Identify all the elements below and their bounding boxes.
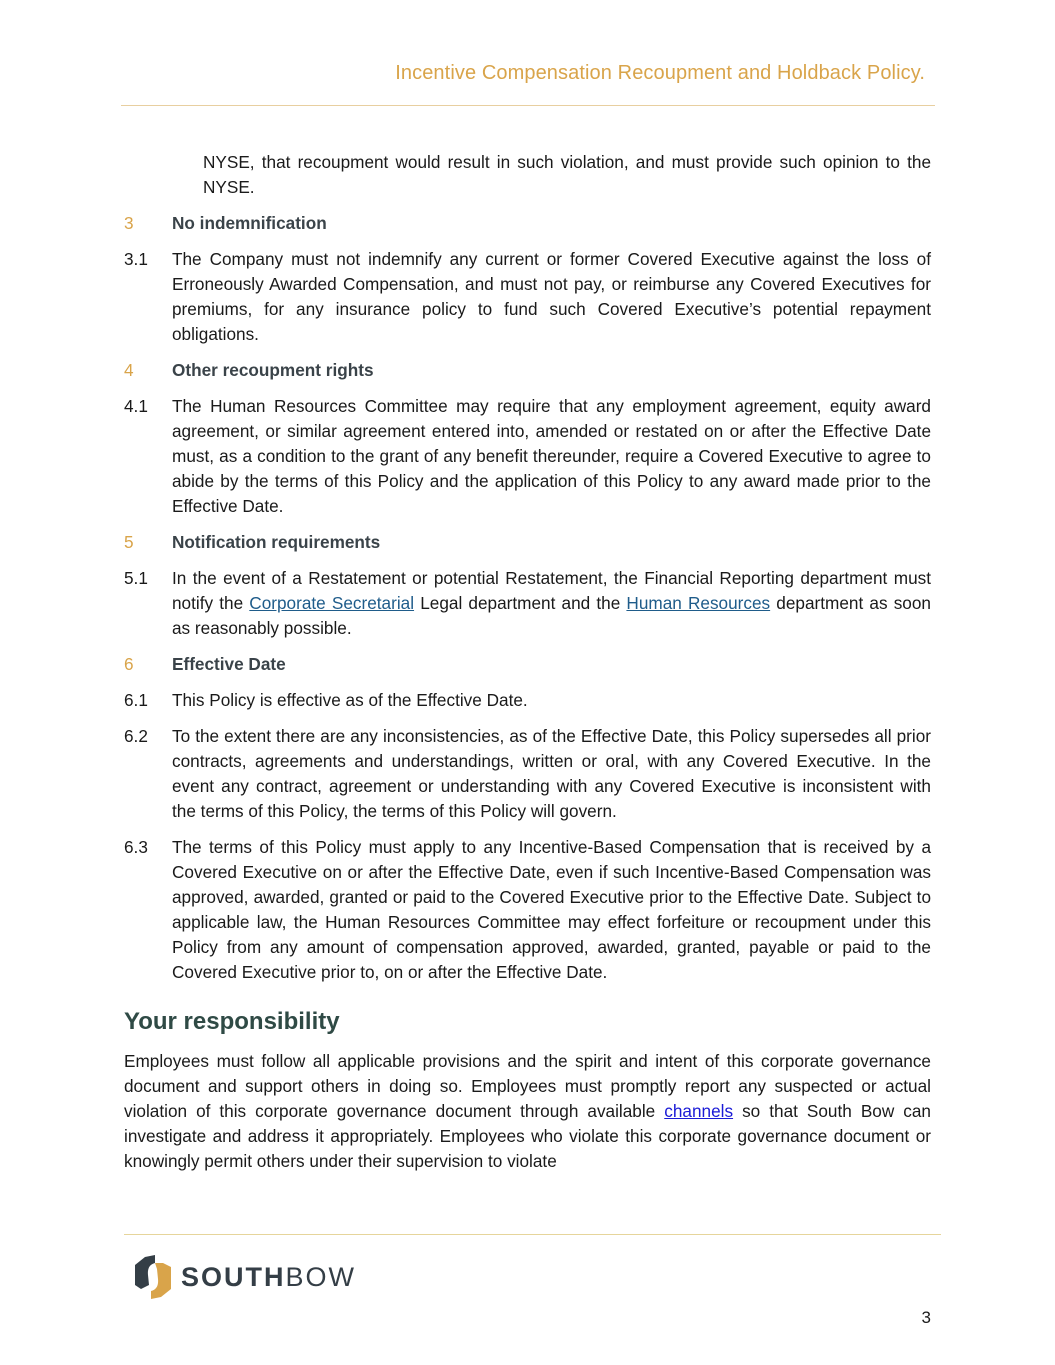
clause-text-part: department as soon as reasonably possible. — [172, 593, 931, 638]
clause-5-1 — [124, 566, 931, 641]
responsibility-paragraph — [124, 1049, 931, 1174]
section-title: Notification requirements — [172, 532, 381, 552]
document-header-title: Incentive Compensation Recoupment and Holdback Policy. — [395, 62, 925, 84]
page-number: 3 — [921, 1308, 931, 1327]
section-heading-6 — [124, 652, 931, 677]
section-title: Other recoupment rights — [172, 360, 374, 380]
clause-text: The Company must not indemnify any current or former Covered Executive against the loss of Erroneously Awarded Compensation, and must not pay, or reimburse any Covered Executives for premiums, for any insurance policy to fund such Covered Executive’s potential repayment obligations. — [172, 249, 931, 344]
logo-wordmark — [181, 1262, 356, 1293]
header-divider — [121, 105, 935, 106]
clause-text: This Policy is effective as of the Effective Date. — [172, 690, 528, 710]
corporate-secretarial-link[interactable]: Corporate Secretarial — [249, 593, 415, 613]
paragraph-text-part: so that South Bow can investigate and address it appropriately. Employees who violate this corporate governance document or knowingly permit others under their supervision to violate — [124, 1101, 931, 1171]
section-heading-4 — [124, 358, 931, 383]
clause-4-1 — [124, 394, 931, 519]
clause-text-part: Legal department and the — [414, 593, 627, 613]
responsibility-heading: Your responsibility — [124, 1008, 340, 1035]
section-number: 3 — [124, 213, 134, 233]
section-heading-5 — [124, 530, 931, 555]
section-number: 4 — [124, 360, 134, 380]
clause-number: 4.1 — [124, 396, 148, 416]
clause-6-1 — [124, 688, 931, 713]
clause-6-3 — [124, 835, 931, 985]
clause-number: 6.2 — [124, 726, 148, 746]
footer-divider — [124, 1234, 941, 1235]
logo-wordmark-bold: SOUTH — [181, 1261, 286, 1292]
section-number: 5 — [124, 532, 134, 552]
channels-link[interactable]: channels — [664, 1101, 734, 1121]
document-body — [124, 150, 931, 1174]
clause-number: 3.1 — [124, 249, 148, 269]
clause-text: To the extent there are any inconsistencies, as of the Effective Date, this Policy supersedes all prior contracts, agreements and understandings, written or oral, with any Covered Executive. In the event any contract, agreement or understanding with any Covered Executive is inconsistent with the terms of this Policy, the terms of this Policy will govern. — [172, 726, 931, 821]
clause-6-2 — [124, 724, 931, 824]
clause-3-1 — [124, 247, 931, 347]
clause-number: 6.1 — [124, 690, 148, 710]
paragraph-text-part: Employees must follow all applicable provisions and the spirit and intent of this corporate governance document and support others in doing so. Employees must promptly report any suspected or actual violation of this corporate governance document through available — [124, 1051, 931, 1121]
continuation-paragraph: NYSE, that recoupment would result in such violation, and must provide such opinion to the NYSE. — [203, 152, 931, 197]
logo-wordmark-light: BOW — [285, 1261, 356, 1292]
southbow-logo-icon — [133, 1255, 173, 1299]
clause-number: 6.3 — [124, 837, 148, 857]
section-heading-3 — [124, 211, 931, 236]
clause-number: 5.1 — [124, 568, 148, 588]
southbow-logo — [133, 1255, 356, 1299]
section-title: No indemnification — [172, 213, 327, 233]
section-number: 6 — [124, 654, 134, 674]
clause-text: The Human Resources Committee may require that any employment agreement, equity award agreement, or similar agreement entered into, amended or restated on or after the Effective Date must, as a condition to the grant of any benefit thereunder, require a Covered Executive to agree to abide by the terms of this Policy and the application of this Policy to any award made prior to the Effective Date. — [172, 396, 931, 516]
clause-text-part: In the event of a Restatement or potential Restatement, the Financial Reporting department must notify the — [172, 568, 931, 613]
clause-text — [172, 566, 931, 641]
section-title: Effective Date — [172, 654, 286, 674]
clause-text: The terms of this Policy must apply to any Incentive-Based Compensation that is received by a Covered Executive on or after the Effective Date, even if such Incentive-Based Compensation was approved, awarded, granted or paid to the Covered Executive prior to the Effective Date. Subject to applicable law, the Human Resources Committee may effect forfeiture or recoupment under this Policy from any amount of compensation approved, awarded, granted, payable or paid to the Covered Executive prior to, on or after the Effective Date. — [172, 837, 931, 982]
human-resources-link[interactable]: Human Resources — [626, 593, 771, 613]
